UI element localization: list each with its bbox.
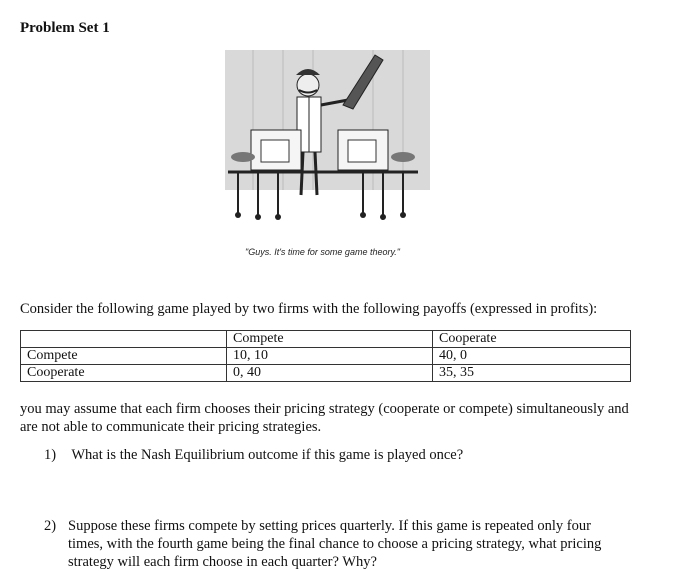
question-number: 1) bbox=[44, 447, 57, 463]
page-title: Problem Set 1 bbox=[20, 20, 110, 36]
payoff-cell: 10, 10 bbox=[227, 348, 433, 365]
row-label: Cooperate bbox=[21, 365, 227, 382]
cartoon-caption: "Guys. It's time for some game theory." bbox=[245, 247, 400, 257]
row-label: Compete bbox=[21, 348, 227, 365]
payoff-cell: 40, 0 bbox=[433, 348, 631, 365]
table-header-row bbox=[21, 331, 631, 348]
table-row bbox=[21, 365, 631, 382]
header-cell bbox=[21, 331, 227, 348]
question-number: 2) bbox=[44, 518, 57, 534]
payoff-table bbox=[20, 330, 631, 382]
header-cell: Compete bbox=[227, 331, 433, 348]
problem-intro: Consider the following game played by two firms with the following payoffs (expressed in profits): bbox=[20, 301, 598, 317]
question-text: What is the Nash Equilibrium outcome if this game is played once? bbox=[71, 447, 464, 463]
question-text: Suppose these firms compete by setting prices quarterly. If this game is repeated only four times, with the fourth game being the final chance to choose a pricing strategy, what pricing strategy will each firm choose in each quarter? Why? bbox=[68, 518, 602, 570]
payoff-cell: 35, 35 bbox=[433, 365, 631, 382]
question-1 bbox=[44, 447, 463, 464]
payoff-cell: 0, 40 bbox=[227, 365, 433, 382]
header-cell: Cooperate bbox=[433, 331, 631, 348]
cartoon-illustration bbox=[213, 45, 458, 230]
assumption-paragraph: you may assume that each firm chooses their pricing strategy (cooperate or compete) simultaneously and are not able to communicate their pricing strategies. bbox=[20, 401, 629, 435]
table-row bbox=[21, 348, 631, 365]
